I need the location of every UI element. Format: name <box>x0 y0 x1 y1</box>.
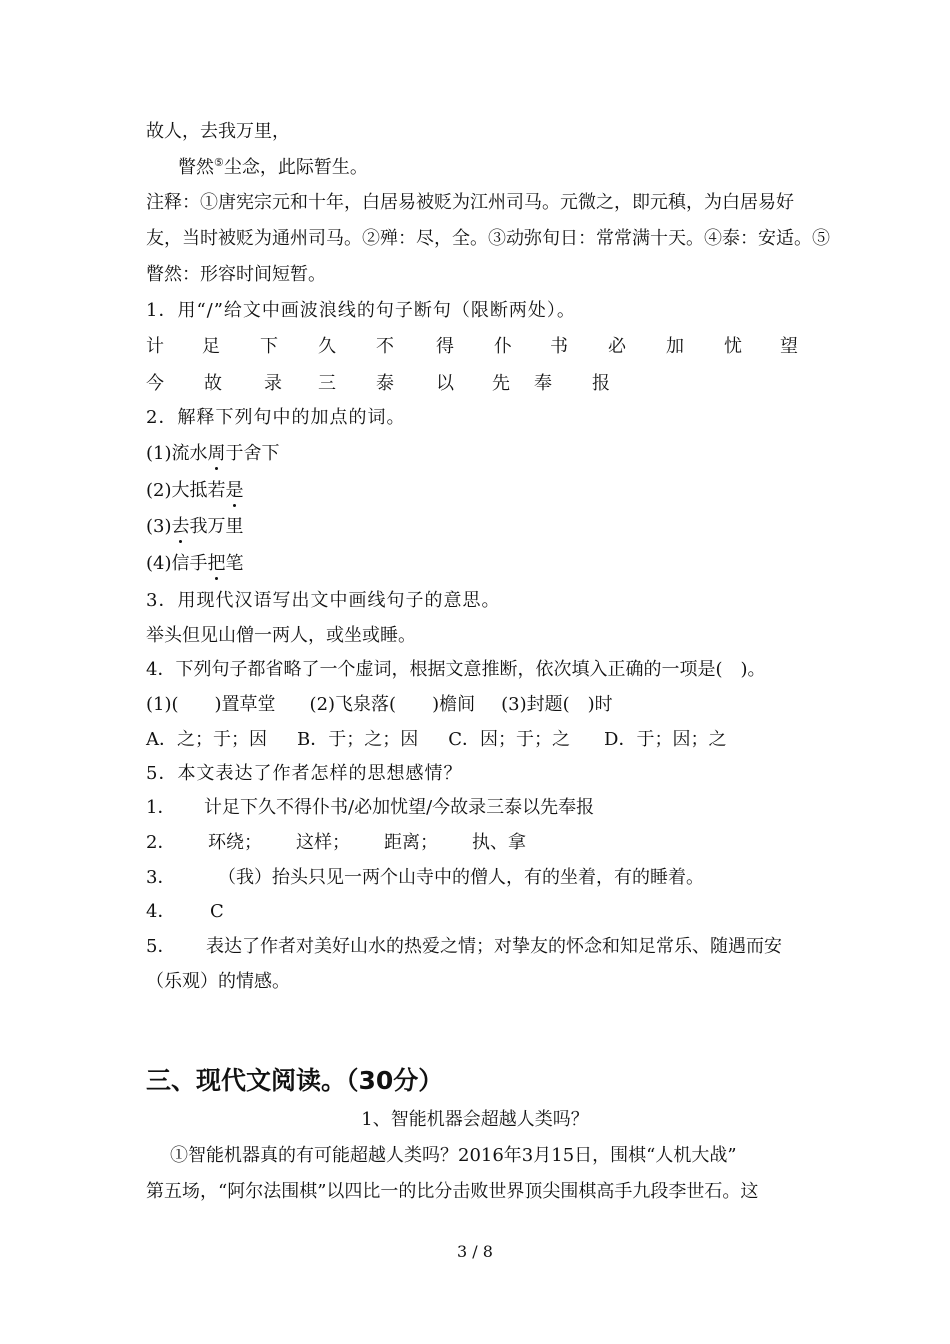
question-5: 5．本文表达了作者怎样的思想感情？ <box>146 763 463 784</box>
notes-line-3: 瞥然：形容时间短暂。 <box>146 264 326 285</box>
q1-char: 故 <box>204 373 222 394</box>
emphasis-char: 周 <box>207 443 226 464</box>
article-para-line-1: ①智能机器真的有可能超越人类吗？2016年3月15日，围棋“人机大战” <box>170 1145 737 1166</box>
q1-char: 今 <box>146 373 164 394</box>
page-number: 3 / 8 <box>457 1242 493 1261</box>
q4-option-d: D．于；因；之 <box>604 729 727 750</box>
answer-4: 4． C <box>146 901 224 922</box>
q3-sentence: 举头但见山僧一两人，或坐或睡。 <box>146 625 416 646</box>
q4-options <box>146 728 726 752</box>
q1-char: 不 <box>376 336 394 357</box>
question-4: 4．下列句子都省略了一个虚词，根据文意推断，依次填入正确的一项是( )。 <box>146 659 766 680</box>
q1-char: 望 <box>780 336 798 357</box>
q1-char: 泰 <box>376 373 394 394</box>
article-title: 1、智能机器会超越人类吗？ <box>361 1109 589 1130</box>
q2-item-1: (1)流水周于舍下 <box>146 443 280 464</box>
q1-char: 书 <box>550 336 568 357</box>
question-1: 1．用“/”给文中画波浪线的句子断句（限断两处）。 <box>146 300 576 321</box>
emphasis-char: 把 <box>207 553 226 574</box>
notes-line-2: 友，当时被贬为通州司马。②殚：尽，全。③动弥旬日：常常满十天。④泰：安适。⑤ <box>146 228 830 249</box>
q1-char: 计 <box>146 336 164 357</box>
q1-char: 三 <box>318 373 336 394</box>
q1-char: 足 <box>202 336 220 357</box>
q2-item-4: (4)信手把笔 <box>146 553 244 574</box>
question-2: 2．解释下列句中的加点的词。 <box>146 407 406 428</box>
answer-5-continued: （乐观）的情感。 <box>146 971 290 992</box>
q1-char: 下 <box>260 336 278 357</box>
q4-item-3: (3)封题( )时 <box>501 694 613 715</box>
q1-char-row-2 <box>146 372 806 396</box>
q1-char: 忧 <box>724 336 742 357</box>
q2-item-3: (3)去我万里 <box>146 516 244 537</box>
q1-char-row-1 <box>146 335 806 359</box>
emphasis-char: 是 <box>225 480 244 501</box>
answer-2: 2． 环绕； 这样； 距离； 执、拿 <box>146 832 526 853</box>
q4-option-c: C．因；于；之 <box>448 729 571 750</box>
q1-char: 以 <box>436 373 454 394</box>
question-3: 3．用现代汉语写出文中画线句子的意思。 <box>146 590 501 611</box>
notes-line-1: 注释：①唐宪宗元和十年，白居易被贬为江州司马。元微之，即元稹，为白居易好 <box>146 192 794 213</box>
q1-char: 得 <box>436 336 454 357</box>
q1-char: 先 <box>492 373 510 394</box>
emphasis-char: 去 <box>171 516 190 537</box>
section-3-title: 三、现代文阅读。（30分） <box>146 1066 444 1095</box>
q4-option-a: A．之；于；因 <box>146 729 267 750</box>
answer-1: 1． 计足下久不得仆书/必加忧望/今故录三泰以先奉报 <box>146 797 595 818</box>
q2-item-2: (2)大抵若是 <box>146 480 244 501</box>
q4-item-2: (2)飞泉落( )檐间 <box>309 694 476 715</box>
q1-char: 久 <box>318 336 336 357</box>
article-para-line-2: 第五场，“阿尔法围棋”以四比一的比分击败世界顶尖围棋高手九段李世石。这 <box>146 1181 759 1202</box>
q4-item-1: (1)( )置草堂 <box>146 694 276 715</box>
q1-char: 必 <box>608 336 626 357</box>
q1-char: 仆 <box>494 336 512 357</box>
q1-char: 报 <box>592 373 610 394</box>
q1-char: 奉 <box>534 373 552 394</box>
q1-char: 加 <box>666 336 684 357</box>
answer-3: 3． （我）抬头只见一两个山寺中的僧人，有的坐着，有的睡着。 <box>146 867 704 888</box>
answer-5: 5． 表达了作者对美好山水的热爱之情；对挚友的怀念和知足常乐、随遇而安 <box>146 936 782 957</box>
poem-line-2: 瞥然⑤尘念，此际暂生。 <box>178 156 368 178</box>
poem-line-1: 故人，去我万里， <box>146 121 290 142</box>
q4-items <box>146 693 613 717</box>
q1-char: 录 <box>264 373 282 394</box>
q4-option-b: B．于；之；因 <box>297 729 419 750</box>
